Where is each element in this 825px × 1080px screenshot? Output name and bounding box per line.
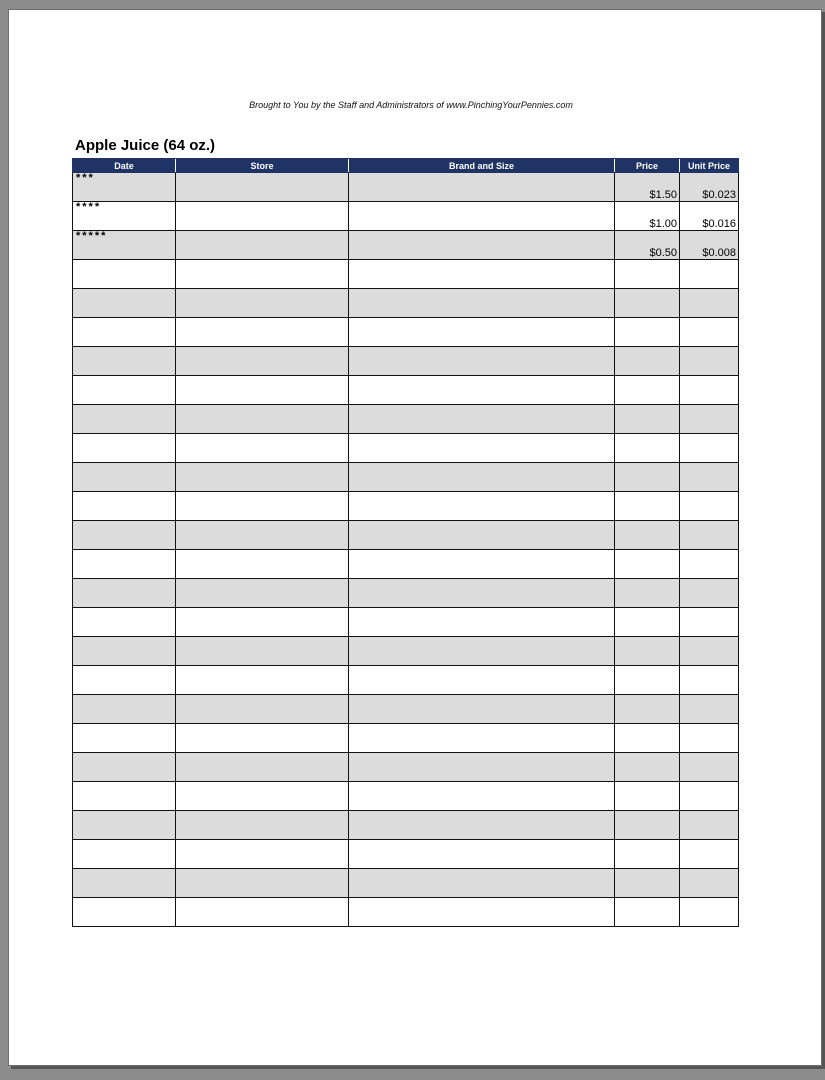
brand-size-cell[interactable] xyxy=(349,318,615,347)
price-cell[interactable]: $0.50 xyxy=(615,231,680,260)
table-row xyxy=(73,840,739,869)
table-row xyxy=(73,231,739,260)
unit-price-cell[interactable] xyxy=(680,347,739,376)
unit-price-cell[interactable] xyxy=(680,434,739,463)
table-row xyxy=(73,318,739,347)
table-row xyxy=(73,434,739,463)
price-cell[interactable] xyxy=(615,289,680,318)
store-cell[interactable] xyxy=(176,637,349,666)
date-cell[interactable]: **** xyxy=(73,202,176,231)
sheet-title: Apple Juice (64 oz.) xyxy=(75,137,216,154)
date-cell[interactable] xyxy=(73,550,176,579)
brand-size-cell[interactable] xyxy=(349,695,615,724)
unit-price-cell[interactable] xyxy=(680,579,739,608)
unit-price-cell[interactable] xyxy=(680,521,739,550)
store-cell[interactable] xyxy=(176,869,349,898)
table-row xyxy=(73,260,739,289)
column-header-unit-price: Unit Price xyxy=(680,159,739,173)
unit-price-cell[interactable]: $0.008 xyxy=(680,231,739,260)
price-cell[interactable] xyxy=(615,782,680,811)
date-cell[interactable] xyxy=(73,579,176,608)
store-cell[interactable] xyxy=(176,898,349,927)
brand-size-cell[interactable] xyxy=(349,260,615,289)
brand-size-cell[interactable] xyxy=(349,347,615,376)
brand-size-cell[interactable] xyxy=(349,608,615,637)
brand-size-cell[interactable] xyxy=(349,637,615,666)
store-cell[interactable] xyxy=(176,260,349,289)
price-cell[interactable] xyxy=(615,695,680,724)
column-header-store: Store xyxy=(176,159,349,173)
date-cell[interactable] xyxy=(73,405,176,434)
store-cell[interactable] xyxy=(176,376,349,405)
store-cell[interactable] xyxy=(176,521,349,550)
store-cell[interactable] xyxy=(176,318,349,347)
brand-size-cell[interactable] xyxy=(349,231,615,260)
store-cell[interactable] xyxy=(176,666,349,695)
table-row xyxy=(73,898,739,927)
unit-price-cell[interactable] xyxy=(680,463,739,492)
price-cell[interactable] xyxy=(615,811,680,840)
brand-size-cell[interactable] xyxy=(349,405,615,434)
store-cell[interactable] xyxy=(176,724,349,753)
price-cell[interactable] xyxy=(615,579,680,608)
store-cell[interactable] xyxy=(176,753,349,782)
unit-price-cell[interactable]: $0.016 xyxy=(680,202,739,231)
price-cell[interactable] xyxy=(615,318,680,347)
unit-price-cell[interactable] xyxy=(680,724,739,753)
brand-size-cell[interactable] xyxy=(349,579,615,608)
store-cell[interactable] xyxy=(176,695,349,724)
date-cell[interactable] xyxy=(73,695,176,724)
brand-size-cell[interactable] xyxy=(349,376,615,405)
unit-price-cell[interactable] xyxy=(680,637,739,666)
unit-price-cell[interactable] xyxy=(680,608,739,637)
date-cell[interactable]: *** xyxy=(73,173,176,202)
date-cell[interactable] xyxy=(73,840,176,869)
store-cell[interactable] xyxy=(176,173,349,202)
table-row xyxy=(73,869,739,898)
brand-size-cell[interactable] xyxy=(349,869,615,898)
unit-price-cell[interactable]: $0.023 xyxy=(680,173,739,202)
unit-price-cell[interactable] xyxy=(680,550,739,579)
unit-price-cell[interactable] xyxy=(680,840,739,869)
store-cell[interactable] xyxy=(176,289,349,318)
store-cell[interactable] xyxy=(176,492,349,521)
brand-size-cell[interactable] xyxy=(349,753,615,782)
price-cell[interactable] xyxy=(615,637,680,666)
brand-size-cell[interactable] xyxy=(349,550,615,579)
date-cell[interactable]: ***** xyxy=(73,231,176,260)
unit-price-cell[interactable] xyxy=(680,318,739,347)
brand-size-cell[interactable] xyxy=(349,521,615,550)
unit-price-cell[interactable] xyxy=(680,869,739,898)
brand-size-cell[interactable] xyxy=(349,202,615,231)
unit-price-cell[interactable] xyxy=(680,695,739,724)
price-cell[interactable] xyxy=(615,608,680,637)
table-row xyxy=(73,608,739,637)
unit-price-cell[interactable] xyxy=(680,405,739,434)
store-cell[interactable] xyxy=(176,840,349,869)
price-cell[interactable] xyxy=(615,724,680,753)
table-row xyxy=(73,637,739,666)
date-cell[interactable] xyxy=(73,463,176,492)
price-cell[interactable] xyxy=(615,666,680,695)
table-row xyxy=(73,289,739,318)
price-cell[interactable] xyxy=(615,405,680,434)
price-cell[interactable] xyxy=(615,492,680,521)
store-cell[interactable] xyxy=(176,811,349,840)
column-header-date: Date xyxy=(73,159,176,173)
brand-size-cell[interactable] xyxy=(349,434,615,463)
table-row xyxy=(73,347,739,376)
date-cell[interactable] xyxy=(73,260,176,289)
date-cell[interactable] xyxy=(73,811,176,840)
brand-size-cell[interactable] xyxy=(349,173,615,202)
unit-price-cell[interactable] xyxy=(680,666,739,695)
date-cell[interactable] xyxy=(73,376,176,405)
date-cell[interactable] xyxy=(73,434,176,463)
store-cell[interactable] xyxy=(176,347,349,376)
date-cell[interactable] xyxy=(73,492,176,521)
price-log-table xyxy=(72,158,739,927)
table-row xyxy=(73,579,739,608)
date-cell[interactable] xyxy=(73,869,176,898)
table-row xyxy=(73,550,739,579)
table-row xyxy=(73,666,739,695)
date-cell[interactable] xyxy=(73,347,176,376)
price-cell[interactable] xyxy=(615,376,680,405)
brand-size-cell[interactable] xyxy=(349,898,615,927)
brand-size-cell[interactable] xyxy=(349,782,615,811)
store-cell[interactable] xyxy=(176,202,349,231)
unit-price-cell[interactable] xyxy=(680,898,739,927)
table-row xyxy=(73,405,739,434)
date-cell[interactable] xyxy=(73,898,176,927)
price-cell[interactable] xyxy=(615,840,680,869)
table-row xyxy=(73,753,739,782)
unit-price-cell[interactable] xyxy=(680,376,739,405)
store-cell[interactable] xyxy=(176,550,349,579)
credit-line: Brought to You by the Staff and Administrators of www.PinchingYourPennies.com xyxy=(249,100,573,110)
table-row xyxy=(73,695,739,724)
column-header-price: Price xyxy=(615,159,680,173)
store-cell[interactable] xyxy=(176,608,349,637)
unit-price-cell[interactable] xyxy=(680,753,739,782)
price-cell[interactable] xyxy=(615,463,680,492)
table-row xyxy=(73,202,739,231)
unit-price-cell[interactable] xyxy=(680,289,739,318)
table-row xyxy=(73,724,739,753)
date-cell[interactable] xyxy=(73,782,176,811)
store-cell[interactable] xyxy=(176,579,349,608)
store-cell[interactable] xyxy=(176,231,349,260)
brand-size-cell[interactable] xyxy=(349,492,615,521)
table-row xyxy=(73,492,739,521)
date-cell[interactable] xyxy=(73,608,176,637)
store-cell[interactable] xyxy=(176,463,349,492)
store-cell[interactable] xyxy=(176,405,349,434)
table-header-row xyxy=(73,159,739,173)
date-cell[interactable] xyxy=(73,289,176,318)
unit-price-cell[interactable] xyxy=(680,811,739,840)
unit-price-cell[interactable] xyxy=(680,782,739,811)
date-cell[interactable] xyxy=(73,753,176,782)
column-header-brand-size: Brand and Size xyxy=(349,159,615,173)
price-cell[interactable] xyxy=(615,898,680,927)
price-cell[interactable] xyxy=(615,550,680,579)
price-cell[interactable] xyxy=(615,347,680,376)
price-cell[interactable] xyxy=(615,753,680,782)
table-row xyxy=(73,811,739,840)
brand-size-cell[interactable] xyxy=(349,811,615,840)
table-row xyxy=(73,521,739,550)
price-cell[interactable]: $1.50 xyxy=(615,173,680,202)
brand-size-cell[interactable] xyxy=(349,463,615,492)
price-cell[interactable]: $1.00 xyxy=(615,202,680,231)
unit-price-cell[interactable] xyxy=(680,260,739,289)
price-cell[interactable] xyxy=(615,260,680,289)
brand-size-cell[interactable] xyxy=(349,666,615,695)
date-cell[interactable] xyxy=(73,318,176,347)
unit-price-cell[interactable] xyxy=(680,492,739,521)
date-cell[interactable] xyxy=(73,637,176,666)
store-cell[interactable] xyxy=(176,782,349,811)
price-cell[interactable] xyxy=(615,521,680,550)
price-cell[interactable] xyxy=(615,869,680,898)
price-cell[interactable] xyxy=(615,434,680,463)
brand-size-cell[interactable] xyxy=(349,724,615,753)
date-cell[interactable] xyxy=(73,724,176,753)
table-row xyxy=(73,463,739,492)
store-cell[interactable] xyxy=(176,434,349,463)
table-row xyxy=(73,782,739,811)
table-row xyxy=(73,173,739,202)
date-cell[interactable] xyxy=(73,521,176,550)
brand-size-cell[interactable] xyxy=(349,840,615,869)
brand-size-cell[interactable] xyxy=(349,289,615,318)
table-row xyxy=(73,376,739,405)
date-cell[interactable] xyxy=(73,666,176,695)
